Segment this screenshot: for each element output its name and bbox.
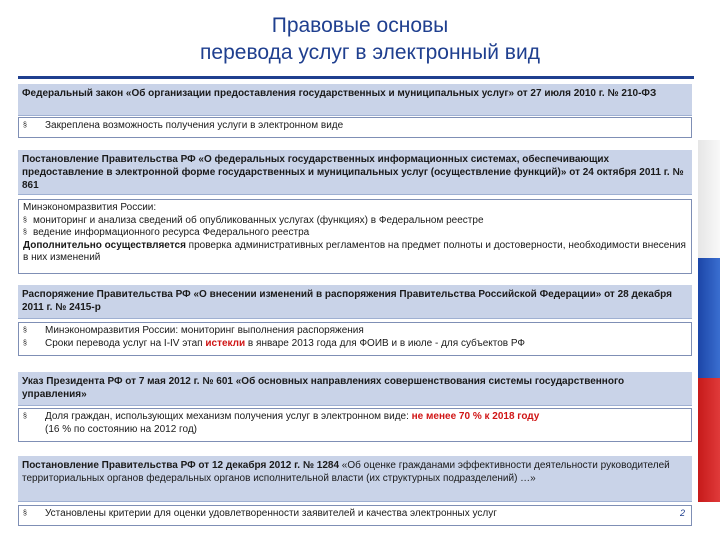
section-2-details	[18, 199, 692, 274]
section-4-details	[18, 408, 692, 442]
list-item: § Установлены критерии для оценки удовлетворенности заявителей и качества электронных услуг	[23, 508, 497, 519]
section-3-header	[18, 285, 692, 319]
section-4-header	[18, 372, 692, 406]
section-2-tail: Дополнительно осуществляется проверка административных регламентов на предмет полноты и достоверности, необходимости внесения в них изменений	[23, 239, 686, 263]
bullet-icon: §	[23, 339, 27, 347]
bullet-icon: §	[23, 327, 27, 334]
title-divider	[18, 76, 694, 79]
list-item: § Минэкономразвития России: мониторинг выполнения распоряжения	[23, 325, 364, 336]
section-3-header-text: Распоряжение Правительства РФ «О внесении изменений в распоряжения Правительства Российской Федерации» от 28 декабря 2011 г. № 2415-р	[22, 289, 672, 313]
bullet-icon: §	[23, 216, 27, 224]
section-1-header	[18, 84, 692, 116]
section-1-details	[18, 117, 692, 138]
list-item: § Сроки перевода услуг на I-IV этап истекли в январе 2013 года для ФОИВ и в июле - для субъектов РФ	[23, 337, 526, 349]
section-2-header-text: Постановление Правительства РФ «О федеральных государственных информационных системах, обеспечивающих предоставление в электронной форме государственных и муниципальных услуг (осуществление функций)» от 24 октября 2011 г. № 861	[22, 154, 684, 191]
list-item: § Доля граждан, использующих механизм получения услуг в электронном виде: не менее 70 % к 2018 году (16 % по состоянию на 2012 год)	[23, 411, 540, 435]
list-item: § ведение информационного ресурса Федерального реестра	[23, 227, 310, 238]
title-line-2: перевода услуг в электронный вид	[200, 41, 540, 64]
section-2-header	[18, 150, 692, 195]
section-4-header-text: Указ Президента РФ от 7 мая 2012 г. № 601 «Об основных направлениях совершенствования системы государственного управления»	[22, 376, 625, 400]
section-5-header: Постановление Правительства РФ от 12 декабря 2012 г. № 1284 «Об оценке гражданами эффективности деятельности руководителей территориальных органов федеральных органов исполнительной власти (их структурных подразделений) …»	[18, 456, 692, 502]
flag-stripe-blue	[698, 258, 720, 380]
section-3-details	[18, 322, 692, 356]
section-2-intro: Минэкономразвития России:	[23, 202, 157, 213]
list-item: § Закреплена возможность получения услуги в электронном виде	[23, 120, 344, 131]
title-line-1: Правовые основы	[271, 14, 449, 37]
page-title	[0, 12, 720, 66]
bullet-icon: §	[23, 229, 27, 236]
list-item: § мониторинг и анализа сведений об опубликованных услугах (функциях) в Федеральном реестре	[23, 214, 484, 226]
bullet-icon: §	[23, 413, 27, 420]
flag-stripe-red	[698, 378, 720, 502]
page-number: 2	[680, 508, 686, 518]
bullet-icon: §	[23, 510, 27, 517]
flag-stripe-white	[698, 140, 720, 260]
bullet-icon: §	[23, 122, 27, 129]
section-1-header-text: Федеральный закон «Об организации предоставления государственных и муниципальных услуг» от 27 июля 2010 г. № 210-ФЗ	[22, 88, 657, 99]
section-5-details	[18, 505, 692, 526]
